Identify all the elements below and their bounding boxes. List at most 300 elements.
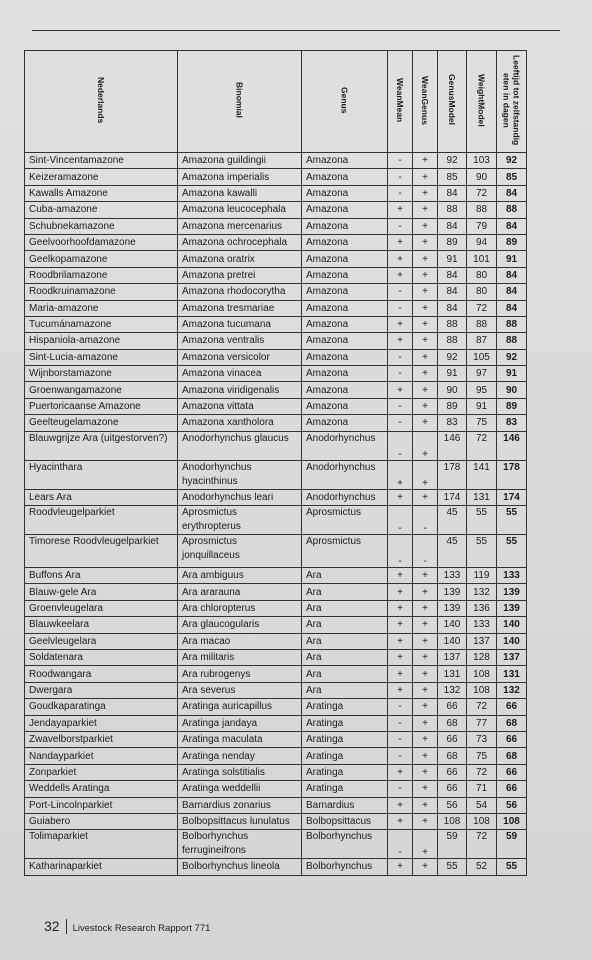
cell-weightmodel: 108	[467, 813, 497, 829]
cell-leeftijd: 108	[497, 813, 527, 829]
cell-genus: Aprosmictus	[302, 506, 388, 535]
cell-weangenus: +	[413, 185, 438, 201]
cell-binomial: Aratinga maculata	[178, 731, 302, 747]
cell-genusmodel: 56	[438, 797, 467, 813]
cell-binomial: Aprosmictus jonquillaceus	[178, 535, 302, 568]
cell-weanmean: +	[388, 813, 413, 829]
cell-weightmodel: 80	[467, 284, 497, 300]
header-leeftijd: Leeftijd tot zelfstandig eten in dagen	[497, 51, 527, 153]
cell-weanmean: +	[388, 460, 413, 489]
cell-genus: Ara	[302, 568, 388, 584]
table-row	[25, 431, 527, 460]
header-weanmean: WeanMean	[388, 51, 413, 153]
cell-genusmodel: 84	[438, 300, 467, 316]
cell-weangenus: +	[413, 682, 438, 698]
cell-weanmean: +	[388, 234, 413, 250]
table-row	[25, 202, 527, 218]
cell-genus: Aratinga	[302, 781, 388, 797]
cell-weanmean: +	[388, 489, 413, 505]
cell-genusmodel: 131	[438, 666, 467, 682]
cell-genus: Amazona	[302, 398, 388, 414]
cell-genusmodel: 133	[438, 568, 467, 584]
cell-weightmodel: 108	[467, 666, 497, 682]
cell-genusmodel: 88	[438, 202, 467, 218]
cell-weangenus: +	[413, 460, 438, 489]
cell-weangenus: +	[413, 267, 438, 283]
cell-genusmodel: 88	[438, 316, 467, 332]
cell-weangenus: +	[413, 600, 438, 616]
cell-weangenus: +	[413, 251, 438, 267]
cell-leeftijd: 55	[497, 506, 527, 535]
cell-genusmodel: 55	[438, 859, 467, 875]
cell-binomial: Aratinga auricapillus	[178, 699, 302, 715]
cell-binomial: Aratinga weddellii	[178, 781, 302, 797]
table-row	[25, 333, 527, 349]
cell-binomial: Amazona ventralis	[178, 333, 302, 349]
cell-weightmodel: 133	[467, 617, 497, 633]
cell-genusmodel: 108	[438, 813, 467, 829]
cell-weanmean: -	[388, 699, 413, 715]
cell-binomial: Amazona imperialis	[178, 169, 302, 185]
cell-weightmodel: 132	[467, 584, 497, 600]
table-row	[25, 506, 527, 535]
cell-binomial: Aratinga nenday	[178, 748, 302, 764]
cell-binomial: Amazona vinacea	[178, 366, 302, 382]
cell-genus: Ara	[302, 600, 388, 616]
cell-weangenus: +	[413, 568, 438, 584]
cell-nederlands: Goudkaparatinga	[25, 699, 178, 715]
cell-weightmodel: 52	[467, 859, 497, 875]
cell-weanmean: +	[388, 600, 413, 616]
cell-binomial: Ara ararauna	[178, 584, 302, 600]
cell-binomial: Anodorhynchus glaucus	[178, 431, 302, 460]
cell-leeftijd: 66	[497, 781, 527, 797]
cell-nederlands: Weddells Aratinga	[25, 781, 178, 797]
table-row	[25, 398, 527, 414]
cell-leeftijd: 140	[497, 633, 527, 649]
cell-weanmean: -	[388, 731, 413, 747]
cell-binomial: Barnardius zonarius	[178, 797, 302, 813]
cell-leeftijd: 88	[497, 202, 527, 218]
cell-genusmodel: 178	[438, 460, 467, 489]
cell-nederlands: Katharinaparkiet	[25, 859, 178, 875]
cell-nederlands: Timorese Roodvleugelparkiet	[25, 535, 178, 568]
cell-genusmodel: 137	[438, 649, 467, 665]
table-row	[25, 234, 527, 250]
cell-weanmean: -	[388, 218, 413, 234]
cell-binomial: Amazona kawalli	[178, 185, 302, 201]
cell-genus: Amazona	[302, 169, 388, 185]
cell-weangenus: +	[413, 617, 438, 633]
cell-weightmodel: 137	[467, 633, 497, 649]
cell-genus: Amazona	[302, 366, 388, 382]
cell-genusmodel: 66	[438, 731, 467, 747]
cell-leeftijd: 140	[497, 617, 527, 633]
cell-genus: Amazona	[302, 349, 388, 365]
table-row	[25, 859, 527, 875]
table-row	[25, 731, 527, 747]
cell-weangenus: +	[413, 489, 438, 505]
cell-genusmodel: 89	[438, 398, 467, 414]
cell-weightmodel: 91	[467, 398, 497, 414]
cell-weangenus: +	[413, 649, 438, 665]
cell-leeftijd: 133	[497, 568, 527, 584]
cell-genusmodel: 91	[438, 251, 467, 267]
cell-genusmodel: 90	[438, 382, 467, 398]
cell-weanmean: +	[388, 333, 413, 349]
cell-nederlands: Sint-Lucia-amazone	[25, 349, 178, 365]
table-row	[25, 366, 527, 382]
cell-weightmodel: 108	[467, 682, 497, 698]
footer-separator	[66, 919, 67, 934]
cell-genus: Ara	[302, 666, 388, 682]
cell-weanmean: +	[388, 267, 413, 283]
cell-genus: Amazona	[302, 333, 388, 349]
cell-genus: Aprosmictus	[302, 535, 388, 568]
cell-binomial: Ara militaris	[178, 649, 302, 665]
table-row	[25, 349, 527, 365]
cell-leeftijd: 85	[497, 169, 527, 185]
cell-binomial: Aratinga solstitialis	[178, 764, 302, 780]
cell-weightmodel: 72	[467, 300, 497, 316]
cell-genus: Amazona	[302, 415, 388, 431]
header-weangenus: WeanGenus	[413, 51, 438, 153]
cell-genusmodel: 91	[438, 366, 467, 382]
cell-weightmodel: 71	[467, 781, 497, 797]
cell-weightmodel: 128	[467, 649, 497, 665]
cell-weightmodel: 55	[467, 535, 497, 568]
cell-weanmean: +	[388, 797, 413, 813]
cell-binomial: Amazona rhodocorytha	[178, 284, 302, 300]
cell-weanmean: +	[388, 316, 413, 332]
table-row	[25, 218, 527, 234]
cell-genusmodel: 66	[438, 781, 467, 797]
table-row	[25, 813, 527, 829]
cell-weangenus: +	[413, 666, 438, 682]
cell-binomial: Ara chloropterus	[178, 600, 302, 616]
cell-nederlands: Port-Lincolnparkiet	[25, 797, 178, 813]
cell-weightmodel: 79	[467, 218, 497, 234]
cell-leeftijd: 84	[497, 185, 527, 201]
cell-nederlands: Geelteugelamazone	[25, 415, 178, 431]
cell-leeftijd: 91	[497, 366, 527, 382]
cell-weangenus: +	[413, 382, 438, 398]
cell-genusmodel: 85	[438, 169, 467, 185]
cell-leeftijd: 66	[497, 731, 527, 747]
cell-leeftijd: 84	[497, 300, 527, 316]
cell-genus: Ara	[302, 682, 388, 698]
cell-weangenus: +	[413, 202, 438, 218]
cell-binomial: Aratinga jandaya	[178, 715, 302, 731]
cell-weightmodel: 101	[467, 251, 497, 267]
cell-weightmodel: 97	[467, 366, 497, 382]
cell-genus: Bolborhynchus	[302, 830, 388, 859]
cell-weangenus: -	[413, 535, 438, 568]
cell-nederlands: Zonparkiet	[25, 764, 178, 780]
cell-leeftijd: 88	[497, 333, 527, 349]
cell-binomial: Bolborhynchus lineola	[178, 859, 302, 875]
cell-genusmodel: 92	[438, 349, 467, 365]
cell-leeftijd: 59	[497, 830, 527, 859]
cell-weangenus: +	[413, 153, 438, 169]
cell-leeftijd: 174	[497, 489, 527, 505]
cell-weightmodel: 103	[467, 153, 497, 169]
cell-weanmean: -	[388, 169, 413, 185]
cell-leeftijd: 84	[497, 284, 527, 300]
cell-weightmodel: 80	[467, 267, 497, 283]
cell-leeftijd: 88	[497, 316, 527, 332]
cell-nederlands: Wijnborstamazone	[25, 366, 178, 382]
cell-genus: Amazona	[302, 267, 388, 283]
cell-nederlands: Puertoricaanse Amazone	[25, 398, 178, 414]
cell-nederlands: Blauw-gele Ara	[25, 584, 178, 600]
cell-genus: Amazona	[302, 251, 388, 267]
cell-genus: Bolbopsittacus	[302, 813, 388, 829]
cell-weangenus: +	[413, 333, 438, 349]
cell-binomial: Anodorhynchus hyacinthinus	[178, 460, 302, 489]
cell-genus: Ara	[302, 584, 388, 600]
cell-weangenus: +	[413, 781, 438, 797]
cell-genus: Bolborhynchus	[302, 859, 388, 875]
cell-binomial: Amazona tresmariae	[178, 300, 302, 316]
cell-leeftijd: 89	[497, 398, 527, 414]
table-row	[25, 699, 527, 715]
cell-genus: Aratinga	[302, 731, 388, 747]
cell-weightmodel: 72	[467, 764, 497, 780]
cell-genus: Anodorhynchus	[302, 489, 388, 505]
cell-leeftijd: 137	[497, 649, 527, 665]
cell-weightmodel: 88	[467, 202, 497, 218]
cell-nederlands: Roodkruinamazone	[25, 284, 178, 300]
cell-genus: Anodorhynchus	[302, 431, 388, 460]
page-footer	[44, 918, 210, 934]
table-row	[25, 830, 527, 859]
cell-weightmodel: 131	[467, 489, 497, 505]
cell-weangenus: +	[413, 764, 438, 780]
cell-genusmodel: 146	[438, 431, 467, 460]
table-row	[25, 781, 527, 797]
top-rule	[32, 30, 560, 31]
cell-binomial: Amazona guildingii	[178, 153, 302, 169]
table-row	[25, 415, 527, 431]
cell-genusmodel: 68	[438, 748, 467, 764]
table-row	[25, 535, 527, 568]
cell-weightmodel: 77	[467, 715, 497, 731]
cell-genus: Ara	[302, 633, 388, 649]
cell-weangenus: +	[413, 731, 438, 747]
cell-nederlands: Sint-Vincentamazone	[25, 153, 178, 169]
cell-leeftijd: 131	[497, 666, 527, 682]
cell-binomial: Amazona pretrei	[178, 267, 302, 283]
cell-nederlands: Groenvleugelara	[25, 600, 178, 616]
cell-nederlands: Soldatenara	[25, 649, 178, 665]
cell-weanmean: -	[388, 431, 413, 460]
cell-weangenus: +	[413, 349, 438, 365]
cell-leeftijd: 84	[497, 218, 527, 234]
cell-binomial: Amazona oratrix	[178, 251, 302, 267]
cell-weightmodel: 72	[467, 830, 497, 859]
cell-nederlands: Dwergara	[25, 682, 178, 698]
cell-genusmodel: 84	[438, 185, 467, 201]
cell-genus: Amazona	[302, 185, 388, 201]
cell-binomial: Amazona tucumana	[178, 316, 302, 332]
cell-nederlands: Kawalls Amazone	[25, 185, 178, 201]
cell-nederlands: Hyacinthara	[25, 460, 178, 489]
table-row	[25, 460, 527, 489]
cell-weightmodel: 119	[467, 568, 497, 584]
cell-weightmodel: 54	[467, 797, 497, 813]
cell-weangenus: +	[413, 584, 438, 600]
cell-leeftijd: 139	[497, 584, 527, 600]
cell-weanmean: -	[388, 153, 413, 169]
cell-weightmodel: 72	[467, 431, 497, 460]
cell-weanmean: -	[388, 748, 413, 764]
table-row	[25, 267, 527, 283]
cell-weanmean: -	[388, 781, 413, 797]
cell-weanmean: -	[388, 398, 413, 414]
cell-leeftijd: 55	[497, 859, 527, 875]
cell-weangenus: +	[413, 218, 438, 234]
cell-weightmodel: 75	[467, 415, 497, 431]
report-title: Livestock Research Rapport 771	[72, 923, 211, 934]
table-row	[25, 617, 527, 633]
cell-weangenus: +	[413, 715, 438, 731]
cell-genusmodel: 45	[438, 506, 467, 535]
cell-leeftijd: 66	[497, 699, 527, 715]
cell-weangenus: +	[413, 797, 438, 813]
cell-binomial: Anodorhynchus leari	[178, 489, 302, 505]
cell-nederlands: Roodbrilamazone	[25, 267, 178, 283]
cell-weanmean: +	[388, 859, 413, 875]
cell-nederlands: Blauwkeelara	[25, 617, 178, 633]
header-binomial: Binomial	[178, 51, 302, 153]
cell-genusmodel: 68	[438, 715, 467, 731]
cell-nederlands: Geelkopamazone	[25, 251, 178, 267]
table-row	[25, 251, 527, 267]
cell-nederlands: Hispaniola-amazone	[25, 333, 178, 349]
cell-binomial: Ara glaucogularis	[178, 617, 302, 633]
cell-nederlands: Schubnekamazone	[25, 218, 178, 234]
table-row	[25, 153, 527, 169]
cell-genus: Amazona	[302, 382, 388, 398]
cell-weanmean: +	[388, 382, 413, 398]
cell-genusmodel: 84	[438, 218, 467, 234]
header-genus: Genus	[302, 51, 388, 153]
cell-genusmodel: 66	[438, 699, 467, 715]
cell-weanmean: +	[388, 568, 413, 584]
cell-nederlands: Cuba-amazone	[25, 202, 178, 218]
cell-leeftijd: 66	[497, 764, 527, 780]
cell-genus: Amazona	[302, 284, 388, 300]
cell-weightmodel: 73	[467, 731, 497, 747]
cell-weanmean: +	[388, 633, 413, 649]
cell-leeftijd: 139	[497, 600, 527, 616]
cell-genusmodel: 132	[438, 682, 467, 698]
cell-genus: Barnardius	[302, 797, 388, 813]
cell-weanmean: -	[388, 349, 413, 365]
cell-genus: Amazona	[302, 153, 388, 169]
cell-weangenus: -	[413, 506, 438, 535]
cell-binomial: Amazona mercenarius	[178, 218, 302, 234]
cell-nederlands: Maria-amazone	[25, 300, 178, 316]
cell-weightmodel: 88	[467, 316, 497, 332]
cell-binomial: Amazona xantholora	[178, 415, 302, 431]
species-table	[24, 50, 527, 876]
page-number: 32	[44, 918, 60, 934]
header-row	[25, 51, 527, 153]
table-row	[25, 633, 527, 649]
cell-weangenus: +	[413, 398, 438, 414]
cell-genus: Aratinga	[302, 715, 388, 731]
cell-genus: Aratinga	[302, 764, 388, 780]
cell-binomial: Ara severus	[178, 682, 302, 698]
cell-leeftijd: 55	[497, 535, 527, 568]
cell-genus: Amazona	[302, 218, 388, 234]
cell-weightmodel: 75	[467, 748, 497, 764]
cell-genus: Anodorhynchus	[302, 460, 388, 489]
cell-weightmodel: 87	[467, 333, 497, 349]
cell-leeftijd: 91	[497, 251, 527, 267]
cell-nederlands: Tucumánamazone	[25, 316, 178, 332]
cell-genusmodel: 140	[438, 617, 467, 633]
cell-weanmean: +	[388, 682, 413, 698]
cell-weangenus: +	[413, 748, 438, 764]
cell-weangenus: +	[413, 699, 438, 715]
cell-genusmodel: 92	[438, 153, 467, 169]
cell-weanmean: +	[388, 251, 413, 267]
cell-weangenus: +	[413, 431, 438, 460]
cell-weightmodel: 94	[467, 234, 497, 250]
cell-genus: Amazona	[302, 234, 388, 250]
table-row	[25, 169, 527, 185]
table-row	[25, 568, 527, 584]
cell-weanmean: +	[388, 584, 413, 600]
cell-nederlands: Geelvoorhoofdamazone	[25, 234, 178, 250]
cell-weangenus: +	[413, 830, 438, 859]
cell-nederlands: Blauwgrijze Ara (uitgestorven?)	[25, 431, 178, 460]
cell-leeftijd: 56	[497, 797, 527, 813]
cell-weanmean: +	[388, 649, 413, 665]
cell-nederlands: Roodvleugelparkiet	[25, 506, 178, 535]
cell-genusmodel: 84	[438, 284, 467, 300]
cell-leeftijd: 132	[497, 682, 527, 698]
cell-genus: Ara	[302, 617, 388, 633]
cell-weanmean: -	[388, 830, 413, 859]
cell-weanmean: -	[388, 506, 413, 535]
cell-weangenus: +	[413, 169, 438, 185]
table-row	[25, 300, 527, 316]
cell-nederlands: Nandayparkiet	[25, 748, 178, 764]
cell-leeftijd: 92	[497, 153, 527, 169]
cell-leeftijd: 84	[497, 267, 527, 283]
cell-weangenus: +	[413, 633, 438, 649]
cell-weanmean: -	[388, 535, 413, 568]
table-row	[25, 682, 527, 698]
cell-leeftijd: 68	[497, 748, 527, 764]
cell-genus: Aratinga	[302, 699, 388, 715]
cell-weanmean: +	[388, 764, 413, 780]
cell-weightmodel: 95	[467, 382, 497, 398]
cell-genus: Aratinga	[302, 748, 388, 764]
cell-leeftijd: 83	[497, 415, 527, 431]
cell-genusmodel: 88	[438, 333, 467, 349]
table-row	[25, 666, 527, 682]
cell-nederlands: Groenwangamazone	[25, 382, 178, 398]
cell-weangenus: +	[413, 366, 438, 382]
cell-weangenus: +	[413, 316, 438, 332]
cell-weanmean: +	[388, 617, 413, 633]
cell-nederlands: Geelvleugelara	[25, 633, 178, 649]
